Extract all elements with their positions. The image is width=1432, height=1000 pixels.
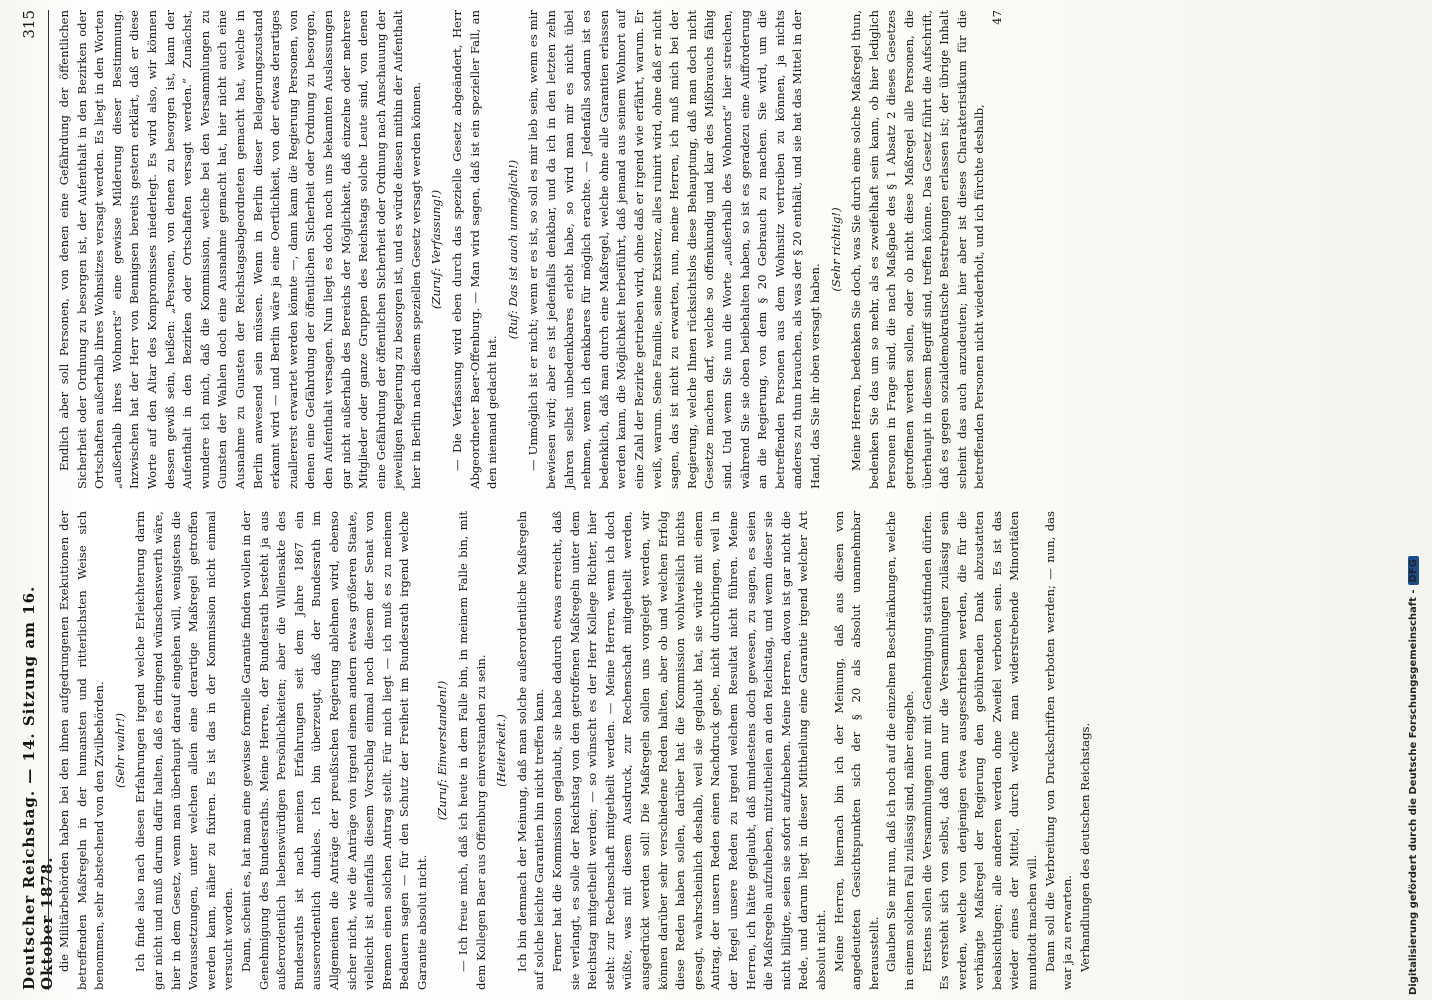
paragraph: Endlich aber soll Personen, von denen eine Gefährdung der öffentlichen Sicherheit oder Ordnung zu besorgen ist, der Aufenthalt in den Bezirken oder Ortschaften außerhalb ihres Wohnsitzes versagt werden. Es liegt in den Worten „außerhalb ihres Wohnorts“ eine gewisse Milderung dieser Bestimmung. Inzwischen hat der Herr von Bennigsen bereits gestern erklärt, daß er diese Worte auf den Altar des Kompromisses niederlegt. Es wird also, wir können dessen gewiß sein, heißen: „Personen, von denen zu besorgen ist, kann der Aufenthalt in den Bezirken oder Ortschaften versagt werden.“ Zunächst, wundere ich mich, daß die Kommission, welche bei den Versammlungen zu Gunsten der Wahlen doch eine Ausnahme gemacht hat, hier nicht auch eine Ausnahme zu Gunsten der Reichstagsabgeordneten gemacht hat, welche in Berlin anwesend sein müssen. Wenn in Berlin dieser Belagerungszustand erkannt wird — und Berlin wäre ja eine Oertlichkeit, von der etwas derartiges zuallererst erwartet werden könnte —, dann kann die Regierung Personen, von denen eine Gefährdung der öffentlichen Sicherheit oder Ordnung zu besorgen, den Aufenthalt versagen. Nun liegt es doch noch uns bekannten Auslassungen gar nicht außerhalb des Bereichs der Möglichkeit, daß einzelne oder mehrere Mitglieder oder ganze Gruppen des Reichstags solche Leute sind, von denen eine Gefährdung der öffentlichen Sicherheit oder Ordnung nach Anschauung der jeweiligen Regierung zu besorgen ist, und es würde diesen mithin der Aufenthalt hier in Berlin nach diesem speziellen Gesetz versagt werden können.: [57, 10, 423, 489]
paragraph: Ferner hat die Kommission geglaubt, sie habe dadurch etwas erreicht, daß sie verlangt, es solle der Reichstag von den getroffenen Maßregeln unter dem Reichstag mitgetheilt werden; — so wünscht es der Herr Kollege Richter, hier steht: zur Rechenschaft mitgetheilt werden. — Meine Herren, wenn ich doch wüßte, was mit diesem Ausdruck, zur Rechenschaft mitgetheilt werden, ausgedrückt werden soll! Die Maßregeln sollen uns vorgelegt werden, wir können darüber sehr verschiedene Reden halten, aber ob und welchen Erfolg diese Reden haben sollen, darüber hat die Kommission wohlweislich nichts gesagt, wahrscheinlich deshalb, weil sie geglaubt hat, sie würde mit einem Antrag, der unsern Reden einen Nachdruck gebe, nicht durchbringen, weil in der Regel unsere Reden zu irgend welchem Resultat nicht führen. Meine Herren, ich hätte geglaubt, daß mindestens doch gewesen, zu sagen, es seien die Maßregeln aufzuheben, mitzutheilen an den Reichstag, und wenn dieser sie nicht billigte, seien sie sofort aufzuheben. Meine Herren, davon ist gar nicht die Rede, und darum liegt in dieser Mittheilung eine Garantie irgend welcher Art absolut nicht.: [550, 511, 828, 990]
paragraph: die Militärbehörden haben bei den ihnen aufgedrungenen Exekutionen der betreffenden Maßregeln in der humansten und ritterlichsten Weise sich benommen, sehr abstechend von den Zivilbehörden.: [57, 511, 107, 990]
rotated-newspaper-page: [20, 10, 1400, 990]
digitization-credit: [1406, 0, 1426, 1000]
interjection: (Zuruf: Einverstanden!): [435, 680, 450, 821]
paragraph: Ich bin demnach der Meinung, daß man solche außerordentliche Maßregeln auf solche leichte Garantien hin nicht treffen kann.: [514, 511, 547, 990]
credit-line: [1408, 556, 1419, 995]
text-columns: [56, 10, 1400, 990]
page-header: [20, 10, 56, 990]
paragraph: — Die Verfassung wird eben durch das spezielle Gesetz abgeändert, Herr Abgeordneter Baer-Offenburg. — Man wird sagen, daß ist ein spezieller Fall, an den niemand gedacht hat.: [450, 10, 500, 489]
column-right: [56, 10, 1400, 489]
page-number: 315: [20, 10, 38, 39]
signature-number: 47: [989, 10, 1004, 25]
dfg-logo: DFG: [1408, 556, 1419, 585]
interjection: (Zuruf: Verfassung!): [429, 189, 444, 310]
paragraph: Meine Herren, bedenken Sie doch, was Sie durch eine solche Maßregel thun, bedenken Sie das um so mehr, als es zweifelhaft sein kann, ob hier lediglich Personen in Frage sind, die nach Maßgabe des § 1 Absatz 2 dieses Gesetzes getroffenen werden sollen, oder ob nicht diese Maßregel alle Personen, die überhaupt in diesem Begriff sind, treffen könne. Das Gesetz führt die Aufschrift, daß es gegen sozialdemokratische Bestrebungen erlassen ist; der übrige Inhalt scheint das auch anzudeuten; hier aber ist dieses Charakteristikum für die betreffenden Personen nicht wiederholt, und ich fürchte deshalb,: [849, 10, 987, 489]
header-rule: [48, 10, 49, 990]
credit-text: Digitalisierung gefördert durch die Deutsche Forschungsgemeinschaft -: [1408, 589, 1419, 995]
paragraph: Meine Herren, hiernach bin ich der Meinung, daß aus diesen von angedeuteten Gesichtspunkten sich der § 20 als absolut unannehmbar herausstellt.: [831, 511, 881, 990]
interjection: (Sehr richtig!): [828, 207, 843, 292]
interjection: (Ruf: Das ist auch unmöglich!): [505, 159, 520, 340]
paragraph: Ich finde also nach diesen Erfahrungen irgend welche Erleichterung darin gar nicht und muß darum dafür halten, daß es dringend wünschenswerth wäre, hier in dem Gesetz, wenn man überhaupt darauf eingehen will, wenigstens die Voraussetzungen, unter welchen allein eine derartige Maßregel getroffen werden kann, näher zu fixiren. Es ist das in der Kommission nicht einmal versucht worden.: [133, 511, 236, 990]
paragraph: Erstens sollen die Versammlungen nur mit Genehmigung stattfinden dürfen. Es versteht sich von selbst, daß dann nur die Versammlungen zulässig sein werden, welche von denjenigen etwa ausgeschrieben werden, die für die verhängte Maßregel der Regierung den gebührenden Dank abzustatten beabsichtigen; alle anderen werden ohne Zweifel verboten sein. Es ist das wieder eines der Mittel, durch welche man widerstrebende Minoritäten mundtodt machen will.: [919, 511, 1040, 990]
interjection: (Sehr wahr!): [112, 712, 127, 789]
paragraph: — Ich freue mich, daß ich heute in dem Falle bin, in meinem Falle bin, mit dem Kollegen Baer aus Offenburg einverstanden zu sein.: [456, 511, 488, 990]
running-header: Deutscher Reichstag. — 14. Sitzung am 16. Oktober 1878.: [20, 585, 56, 990]
column-left: [56, 511, 1400, 990]
paragraph: — Unmöglich ist er nicht; wenn er es ist, so soll es mir lieb sein, wenn es mir bewiesen wird; aber es ist jedenfalls denkbar, und da ich in den letzten zehn Jahren selbst unbedenkbares erlebt habe, so wird man mir es nicht übel nehmen, wenn ich denkbares für möglich erachte. — Jedenfalls sodann ist es bedenklich, daß man durch eine Maßregel, welche ohne alle Garantien erlassen werden kann, die Möglichkeit herbeiführt, daß jemand aus seinem Wohnort auf eine Zahl der Bezirke getrieben wird, ohne daß er irgend wie erfährt, warum. Er weiß, warum. Seine Familie, seine Existenz, alles ruinirt wird, ohne daß er nicht sagen, das ist nicht zu erwarten, nun, meine Herren, ich muß mich bei der Regierung, welche Ihnen rücksichtslos diese Behauptung, daß man doch nicht Gesetze machen darf, welche so offenkundig und klar des Mißbrauchs fähig sind. Und wenn Sie nun die Worte „außerhalb des Wohnorts“ hier streichen, während Sie sie oben beibehalten haben, so ist es geradezu eine Aufforderung an die Regierung, von dem § 20 Gebrauch zu machen. Sie wird, um die betreffenden Personen aus dem Wohnsitz vertreiben zu können, ja nichts anderes zu thun brauchen, als was der § 20 enthält, und sie hat das Mittel in der Hand, das Sie ihr oben versagt haben.: [526, 10, 822, 489]
paragraph: Verhandlungen des deutschen Reichstags.: [1077, 722, 1092, 972]
paragraph: Glauben Sie mir nun, daß ich noch auf die einzelnen Beschränkungen, welche in einem solchen Fall zulässig sind, näher eingehe.: [884, 511, 916, 990]
paragraph: Dann, scheint es, hat man eine gewisse formelle Garantie finden wollen in der Genehmigung des Bundesraths. Meine Herren, der Bundesrath besteht ja aus außerordentlich liebenswürdigen Persönlichkeiten; aber die Willensakte des Bundesraths ist nach meinen Erfahrungen seit dem Jahre 1867 ein ausserordentlich dunkles. Ich bin überzeugt, daß der Bundesrath im Allgemeinen die Anträge der preußischen Regierung ablehnen wird, ebenso sicher nicht, wie die Anträge von irgend einem andern etwas größeren Staate, vielleicht ist allenfalls diesem Vorschlag einmal noch diesem der Senat von Bremen einen solchen Antrag stellt. Für mich liegt — ich muß es zu meinem Bedauern sagen — für den Schutz der Freiheit im Bundesrath irgend welche Garantie absolut nicht.: [238, 511, 429, 990]
interjection: (Heiterkeit.): [494, 714, 509, 787]
paragraph: Dann soll die Verbreitung von Druckschriften verboten werden; — nun, das war ja zu erwarten.: [1042, 511, 1075, 990]
